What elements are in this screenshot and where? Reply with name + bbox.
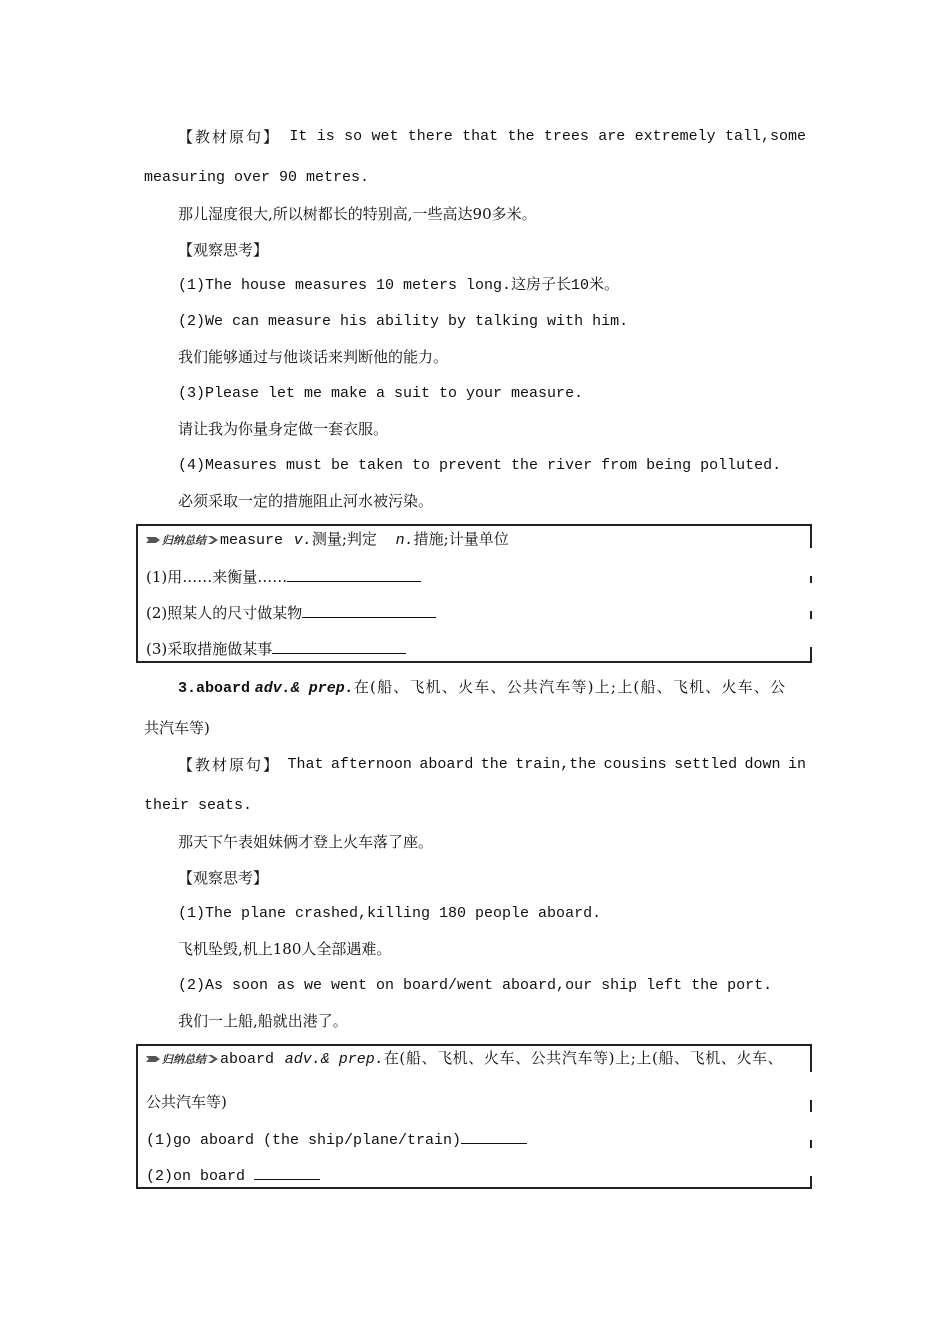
origin-word: are xyxy=(598,128,626,145)
example-1-translation: 飞机坠毁,机上180人全部遇难。 xyxy=(178,940,392,958)
example-1: (1)The house measures 10 meters long.这房子长10米。 xyxy=(178,277,620,294)
summary-item-3 xyxy=(146,639,406,659)
origin-word: settled xyxy=(674,756,738,773)
example-1: (1)The plane crashed,killing 180 people aboard. xyxy=(178,905,602,922)
head-word: measure xyxy=(220,532,284,549)
word-heading-aboard xyxy=(178,677,786,699)
origin-translation: 那儿湿度很大,所以树都长的特别高,一些高达90多米。 xyxy=(178,205,537,223)
origin-sentence-line-2: measuring over 90 metres. xyxy=(144,169,370,186)
example-3-translation: 请让我为你量身定做一套衣服。 xyxy=(178,420,389,438)
part-of-speech: adv.& prep. xyxy=(284,1051,384,1068)
summary-item-text: (1)用……来衡量…… xyxy=(146,568,288,586)
summary-box-measure xyxy=(136,524,812,663)
origin-word: train,the xyxy=(515,756,597,773)
summary-heading xyxy=(146,529,509,551)
origin-word: in xyxy=(787,756,806,773)
example-2: (2)As soon as we went on board/went aboard,our ship left the port. xyxy=(178,977,773,994)
observe-heading: 【观察思考】 xyxy=(178,869,269,887)
summary-heading xyxy=(146,1048,783,1070)
box-border-gap xyxy=(809,548,812,576)
box-border-gap xyxy=(809,1112,812,1140)
origin-sentence-line-1 xyxy=(178,755,806,775)
origin-word: trees xyxy=(543,128,589,145)
origin-word: extremely xyxy=(634,128,716,145)
origin-word: the xyxy=(507,128,535,145)
origin-word: It xyxy=(289,128,308,145)
origin-word: tall,some xyxy=(724,128,806,145)
summary-badge-text: 归纳总结 xyxy=(162,1053,206,1066)
summary-item-2 xyxy=(146,603,436,623)
origin-word: aboard xyxy=(419,756,474,773)
summary-badge xyxy=(146,531,218,551)
answer-blank[interactable] xyxy=(302,603,436,618)
example-2-translation: 我们能够通过与他谈话来判断他的能力。 xyxy=(178,348,449,366)
example-2: (2)We can measure his ability by talking with him. xyxy=(178,313,629,330)
origin-word: so xyxy=(344,128,363,145)
summary-item-text: (2)照某人的尺寸做某物 xyxy=(146,604,303,622)
example-3: (3)Please let me make a suit to your measure. xyxy=(178,385,584,402)
summary-item-text: (3)采取措施做某事 xyxy=(146,640,273,658)
word-number: 3.aboard xyxy=(178,680,251,697)
word-meaning: 在(船、飞机、火车、公共汽车等)上;上(船、飞机、火车、公 xyxy=(353,678,787,696)
summary-badge xyxy=(146,1050,218,1070)
summary-item-1 xyxy=(146,567,421,587)
example-4: (4)Measures must be taken to prevent the river from being polluted. xyxy=(178,457,782,474)
chevron-right-icon xyxy=(208,536,218,544)
word-meaning-cont: 共汽车等) xyxy=(144,719,210,737)
summary-item-text: (1)go aboard (the ship/plane/train) xyxy=(146,1132,462,1149)
origin-word: wet xyxy=(371,128,399,145)
summary-badge-text: 归纳总结 xyxy=(162,534,206,547)
summary-item-2 xyxy=(146,1165,320,1187)
summary-item-text: (2)on board xyxy=(146,1168,255,1185)
answer-blank[interactable] xyxy=(254,1165,320,1180)
meaning: 在(船、飞机、火车、公共汽车等)上;上(船、飞机、火车、 xyxy=(383,1049,784,1067)
box-border-gap xyxy=(809,583,812,611)
part-of-speech: n. xyxy=(395,532,414,549)
origin-label: 【教材原句】 xyxy=(178,128,281,146)
chevron-right-icon xyxy=(208,1055,218,1063)
box-border-gap xyxy=(809,1148,812,1176)
origin-word: the xyxy=(480,756,508,773)
box-border-gap xyxy=(809,619,812,647)
origin-word: down xyxy=(744,756,781,773)
origin-word: cousins xyxy=(603,756,667,773)
arrow-icon xyxy=(146,537,160,543)
origin-sentence-line-1 xyxy=(178,127,806,147)
origin-word: is xyxy=(316,128,335,145)
summary-heading-cont: 公共汽车等) xyxy=(146,1093,227,1111)
origin-label: 【教材原句】 xyxy=(178,756,281,774)
box-border-gap xyxy=(809,1072,812,1100)
answer-blank[interactable] xyxy=(272,639,406,654)
meaning: 措施;计量单位 xyxy=(413,530,509,548)
example-4-translation: 必须采取一定的措施阻止河水被污染。 xyxy=(178,492,434,510)
origin-sentence-line-2: their seats. xyxy=(144,797,253,814)
origin-word: there xyxy=(407,128,453,145)
answer-blank[interactable] xyxy=(461,1129,527,1144)
example-2-translation: 我们一上船,船就出港了。 xyxy=(178,1012,348,1030)
meaning: 测量;判定 xyxy=(311,530,377,548)
part-of-speech: adv.& prep. xyxy=(254,680,354,697)
origin-word: That xyxy=(287,756,324,773)
arrow-icon xyxy=(146,1056,160,1062)
part-of-speech: v. xyxy=(293,532,312,549)
summary-item-1 xyxy=(146,1129,527,1151)
answer-blank[interactable] xyxy=(287,567,421,582)
head-word: aboard xyxy=(220,1051,275,1068)
observe-heading: 【观察思考】 xyxy=(178,241,269,259)
origin-translation: 那天下午表姐妹俩才登上火车落了座。 xyxy=(178,833,434,851)
origin-word: that xyxy=(462,128,499,145)
summary-box-aboard xyxy=(136,1044,812,1189)
origin-word: afternoon xyxy=(330,756,412,773)
